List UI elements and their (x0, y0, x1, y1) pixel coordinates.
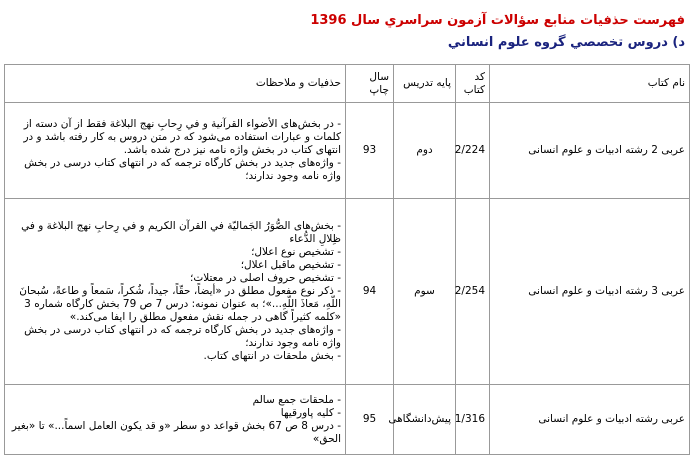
note-line: - تشخیص ماقبل اعلال؛ (240, 259, 341, 271)
book-notes-cell (5, 103, 346, 199)
table-row (5, 103, 690, 199)
page-title: فهرست حذفیات منابع سؤالات آزمون سراسري سال 1396 (310, 13, 685, 28)
book-code-cell: 2/254 (456, 199, 490, 385)
note-line: - بخش ملحقات در انتهای کتاب. (203, 350, 341, 362)
table-row (5, 199, 690, 385)
book-level-cell: پیش‌دانشگاهی (394, 385, 456, 455)
note-line: - کلیه پاورقیها (280, 406, 341, 419)
note-line: - تشخیص حروف اصلی در معتلات؛ (190, 272, 341, 284)
book-notes-cell (5, 385, 346, 455)
book-year-cell: 93 (346, 103, 394, 199)
note-line: - بخش‌های الصُّوَرُ الجَمالیّة في القرآن الکريم و في رِحابِ نهج البلاغة و في ظِلالِ الدُّعاء (21, 220, 341, 245)
table-header-row (5, 65, 690, 103)
book-code-cell: 2/224 (456, 103, 490, 199)
book-level-cell: دوم (394, 103, 456, 199)
book-name-cell: عربی رشته ادبیات و علوم انسانی (490, 385, 690, 455)
book-level-cell: سوم (394, 199, 456, 385)
book-code-cell: 1/316 (456, 385, 490, 455)
deletions-table (4, 64, 690, 455)
book-year-cell: 94 (346, 199, 394, 385)
note-line: - تشخیص نوع اعلال؛ (251, 246, 341, 258)
column-header-book-name: نام کتاب (490, 65, 690, 103)
note-line: - واژه‌های جدید در بخش کارگاه ترجمه که در انتهای کتاب درسی در بخش واژه نامه وجود ندارند؛ (24, 157, 341, 182)
book-name-cell: عربی 3 رشته ادبیات و علوم انسانی (490, 199, 690, 385)
note-line: - واژه‌های جدید در بخش کارگاه ترجمه که در انتهای کتاب درسی در بخش واژه نامه وجود ندارند؛ (24, 324, 341, 349)
note-line: - در بخش‌های الأضواء القرآنية و في رِحابِ نهج البلاغة فقط از آن دسته از کلمات و عبارات استفاده می‌شود که در متن دروس به کار رفته باشد و در انتهای کتاب در بخش واژه نامه نیز درج شده باشد. (23, 118, 341, 156)
column-header-notes: حذفیات و ملاحظات (5, 65, 346, 103)
book-notes-cell (5, 199, 346, 385)
book-name-cell: عربی 2 رشته ادبیات و علوم انسانی (490, 103, 690, 199)
book-year-cell: 95 (346, 385, 394, 455)
column-header-code: کد کتاب (456, 65, 490, 103)
note-line: - درس 8 ص 67 بخش قواعد دو سطر «و قد يکون العامل اسماً...» تا «بغير الحق» (11, 419, 341, 445)
note-line: - ملحقات جمع سالم (252, 393, 341, 406)
section-subtitle: د) دروس تخصصي گروه علوم انساني (447, 35, 685, 50)
table-row (5, 385, 690, 455)
column-header-year: سال چاپ (346, 65, 394, 103)
column-header-level: پایه تدریس (394, 65, 456, 103)
note-line: - ذکر نوع مفعول مطلق در «أيضاً، حقّاً، جيداً، شُکراً، سَمعاً و طاعةً، سُبحانَ اللّهِ، مَعاذَ اللّهِ...»؛ به عنوان نمونه: درس 7 ص 79 بخش کارگاه شماره 3 «کلمه کثیراً گاهی در جمله نقش مفعول مطلق را ایفا می‌کند.» (19, 285, 341, 323)
